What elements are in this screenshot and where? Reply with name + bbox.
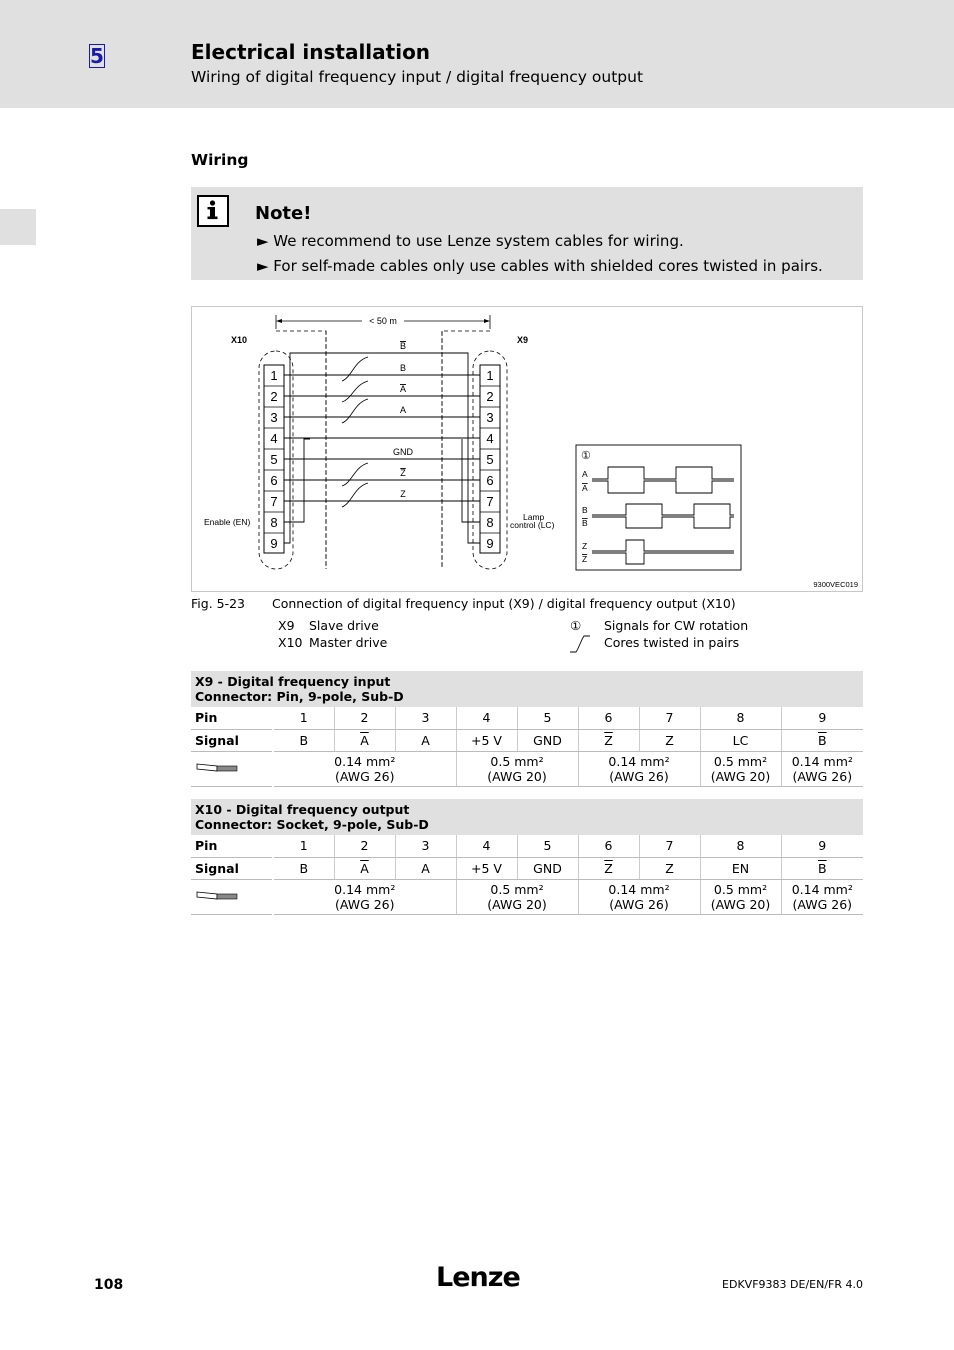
x9-signal: $\overline{Z}$: [578, 729, 639, 751]
x10-signal: +5 V: [456, 857, 517, 879]
pin-number: 1: [486, 368, 494, 383]
enable-label: Enable (EN): [204, 517, 251, 527]
legend-key-x10: X10: [278, 635, 303, 650]
pin-number: 2: [270, 389, 278, 404]
legend-desc-x9: Slave drive: [309, 618, 379, 633]
x10-cable-5: 0.14 mm² (AWG 26): [781, 879, 863, 914]
lamp-label-2: control (LC): [510, 520, 555, 530]
distance-label: < 50 m: [369, 316, 397, 326]
pin-number: 2: [486, 389, 494, 404]
x10-pin: 1: [273, 835, 334, 857]
x10-pin-label: Pin: [191, 835, 273, 857]
x9-signal: $\overline{A}$: [334, 729, 395, 751]
side-tab: [0, 209, 36, 245]
x9-signal: GND: [517, 729, 578, 751]
x10-connector: Connector: Socket, 9-pole, Sub-D: [195, 817, 429, 832]
cable-icon: [195, 760, 239, 774]
x9-cable-5: 0.14 mm² (AWG 26): [781, 751, 863, 786]
x10-title: X10 - Digital frequency output: [195, 802, 410, 817]
wire-label-na: A: [399, 384, 407, 394]
x10-pin: 3: [395, 835, 456, 857]
legend-desc-cw: Signals for CW rotation: [604, 618, 749, 633]
lamp-label-1: Lamp: [523, 512, 545, 522]
chapter-number[interactable]: 5: [90, 44, 104, 68]
wiring-diagram: [191, 306, 863, 592]
x10-table-header: [191, 799, 863, 835]
x9-cable-1: 0.14 mm² (AWG 26): [273, 751, 456, 786]
wire-label-gnd: GND: [393, 447, 413, 457]
wiring-svg: [192, 307, 862, 591]
pin-number: 3: [486, 410, 494, 425]
x10-signal: EN: [700, 857, 781, 879]
legend-desc-twisted: Cores twisted in pairs: [604, 635, 740, 650]
x9-signal: A: [395, 729, 456, 751]
x10-pin: 6: [578, 835, 639, 857]
x9-signal: Z: [639, 729, 700, 751]
page-number: 108: [94, 1277, 124, 1293]
timing-label-na: A: [582, 483, 588, 493]
x9-pin: 5: [517, 707, 578, 729]
x9-table-header: [191, 671, 863, 707]
x9-pin: 4: [456, 707, 517, 729]
x9-cable-2: 0.5 mm² (AWG 20): [456, 751, 578, 786]
timing-label-z: Z: [582, 541, 588, 551]
pin-number: 3: [270, 410, 278, 425]
x10-label: X10: [231, 335, 248, 345]
x9-pins: [480, 365, 500, 553]
x9-table: [191, 671, 863, 787]
page-title: Electrical installation: [191, 40, 431, 64]
x10-signal: Z: [639, 857, 700, 879]
note-box: [191, 187, 863, 280]
wire-label-z: Z: [400, 489, 406, 499]
x9-pin: 8: [700, 707, 781, 729]
x9-signal: LC: [700, 729, 781, 751]
figure-code: 9300VEC019: [813, 580, 858, 589]
page-header: [0, 0, 954, 108]
legend-desc-x10: Master drive: [309, 635, 388, 650]
x10-cable-4: 0.5 mm² (AWG 20): [700, 879, 781, 914]
timing-marker: ①: [581, 450, 591, 462]
timing-label-b: B: [582, 505, 588, 515]
document-id: EDKVF9383 DE/EN/FR 4.0: [722, 1278, 863, 1291]
cable-icon-cell: [191, 751, 273, 786]
x10-signal: GND: [517, 857, 578, 879]
x9-cable-4: 0.5 mm² (AWG 20): [700, 751, 781, 786]
x9-signal-label: Signal: [191, 729, 273, 751]
x10-signal: A: [395, 857, 456, 879]
x10-signal: $\overline{B}$: [781, 857, 863, 879]
x9-pin-label: Pin: [191, 707, 273, 729]
x10-pin: 2: [334, 835, 395, 857]
pin-number: 5: [486, 452, 494, 467]
wire-label-b: B: [399, 363, 407, 373]
timing-diagram: [576, 445, 741, 570]
pin-number: 1: [270, 368, 278, 383]
x10-pin: 9: [781, 835, 863, 857]
x10-pin: 5: [517, 835, 578, 857]
figure-caption: Connection of digital frequency input (X9) / digital frequency output (X10): [272, 596, 736, 611]
timing-label-nb: B: [582, 518, 588, 528]
x10-pin: 8: [700, 835, 781, 857]
figure-number: Fig. 5-23: [191, 596, 246, 611]
x9-title: X9 - Digital frequency input: [195, 674, 391, 689]
pin-number: 6: [486, 473, 494, 488]
note-title: Note!: [255, 203, 312, 224]
x9-cable-3: 0.14 mm² (AWG 26): [578, 751, 700, 786]
x10-cable-2: 0.5 mm² (AWG 20): [456, 879, 578, 914]
x9-pin: 9: [781, 707, 863, 729]
x9-pin: 2: [334, 707, 395, 729]
pin-number: 6: [270, 473, 278, 488]
x10-signal: $\overline{Z}$: [578, 857, 639, 879]
pin-number: 4: [486, 431, 494, 446]
page-subtitle: Wiring of digital frequency input / digital frequency output: [191, 68, 644, 86]
x10-signal: $\overline{A}$: [334, 857, 395, 879]
pin-number: 9: [270, 536, 278, 551]
x9-signal: B: [273, 729, 334, 751]
cable-icon: [195, 888, 239, 902]
x9-pin: 6: [578, 707, 639, 729]
pin-number: 8: [486, 515, 494, 530]
x10-cable-1: 0.14 mm² (AWG 26): [273, 879, 456, 914]
note-line-1: ► We recommend to use Lenze system cables for wiring.: [257, 232, 684, 250]
pin-number: 8: [270, 515, 278, 530]
x10-signal-label: Signal: [191, 857, 273, 879]
x10-pins: [264, 365, 284, 553]
x9-pin: 1: [273, 707, 334, 729]
lenze-logo: Lenze: [436, 1262, 520, 1293]
wire-label-a: A: [399, 405, 407, 415]
timing-label-nz: Z: [582, 554, 588, 564]
twisted-pair-icon: [568, 634, 592, 654]
legend-key-cw: ①: [570, 618, 582, 633]
legend-key-x9: X9: [278, 618, 295, 633]
pin-number: 4: [270, 431, 278, 446]
pin-number: 9: [486, 536, 494, 551]
x10-cable-3: 0.14 mm² (AWG 26): [578, 879, 700, 914]
timing-label-a: A: [582, 469, 588, 479]
x9-signal: +5 V: [456, 729, 517, 751]
x9-label: X9: [517, 335, 529, 345]
pin-number: 7: [270, 494, 278, 509]
x10-signal: B: [273, 857, 334, 879]
x10-pin: 7: [639, 835, 700, 857]
wire-label-nb: B: [399, 341, 407, 351]
x9-pin: 7: [639, 707, 700, 729]
pin-number: 5: [270, 452, 278, 467]
wire-label-nz: Z: [400, 468, 406, 478]
x9-connector: Connector: Pin, 9-pole, Sub-D: [195, 689, 404, 704]
cable-icon-cell: [191, 879, 273, 914]
info-icon: [197, 195, 229, 227]
x10-pin: 4: [456, 835, 517, 857]
section-title: Wiring: [191, 151, 249, 169]
x10-table: [191, 799, 863, 915]
note-line-2: ► For self-made cables only use cables with shielded cores twisted in pairs.: [257, 257, 823, 275]
x9-signal: $\overline{B}$: [781, 729, 863, 751]
pin-number: 7: [486, 494, 494, 509]
x9-pin: 3: [395, 707, 456, 729]
